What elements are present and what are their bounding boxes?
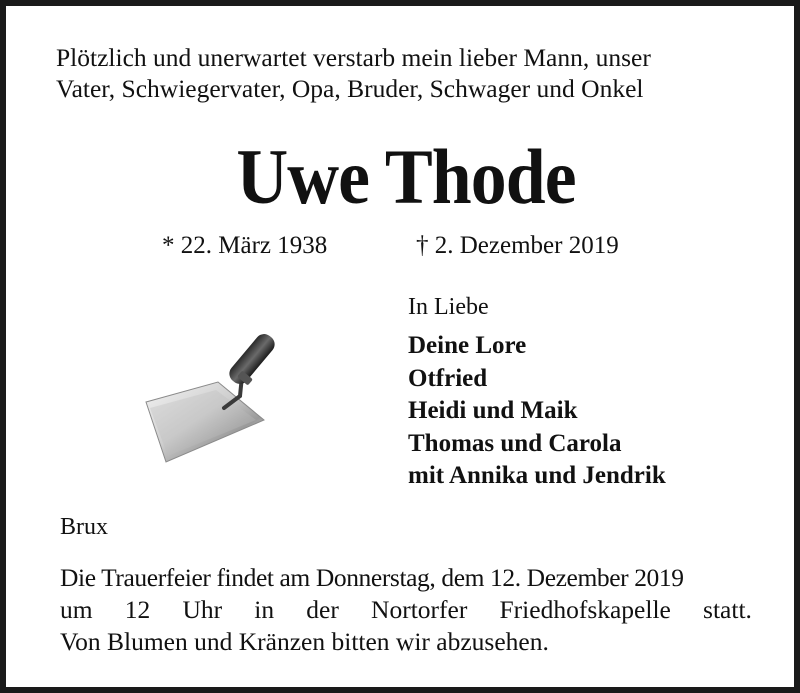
notice-line-1: Die Trauerfeier findet am Donnerstag, dem 12. Dezember 2019 <box>60 563 684 592</box>
mourner-name: Otfried <box>408 364 488 392</box>
in-love-label: In Liebe <box>408 294 489 320</box>
mourners-list <box>408 330 666 493</box>
notice-word: Friedhofskapelle <box>499 595 671 624</box>
birth-date: * 22. März 1938 <box>162 232 328 259</box>
death-date: † 2. Dezember 2019 <box>416 232 619 259</box>
notice-word: in <box>254 595 275 624</box>
notice-word: um <box>60 595 93 624</box>
mourner-name: Heidi und Maik <box>408 397 578 424</box>
place-name: Brux <box>60 514 108 540</box>
notice-word: der <box>306 595 339 624</box>
intro-text <box>56 42 756 104</box>
notice-word: statt. <box>703 595 752 624</box>
funeral-notice <box>60 562 752 658</box>
notice-word: Uhr <box>182 595 223 624</box>
mourner-name: mit Annika und Jendrik <box>408 462 666 489</box>
trowel-icon <box>136 324 316 469</box>
notice-word: Nortorfer <box>371 595 468 624</box>
mourner-name: Thomas und Carola <box>408 429 622 457</box>
notice-word: 12 <box>124 595 151 624</box>
intro-line-2: Vater, Schwiegervater, Opa, Bruder, Schwager und Onkel <box>56 74 644 103</box>
mourner-name: Deine Lore <box>408 332 527 359</box>
notice-line-2 <box>60 594 752 626</box>
intro-line-1: Plötzlich und unerwartet verstarb mein lieber Mann, unser <box>56 43 651 72</box>
deceased-name: Uwe Thode <box>236 133 576 220</box>
notice-line-3: Von Blumen und Kränzen bitten wir abzusehen. <box>60 627 549 656</box>
